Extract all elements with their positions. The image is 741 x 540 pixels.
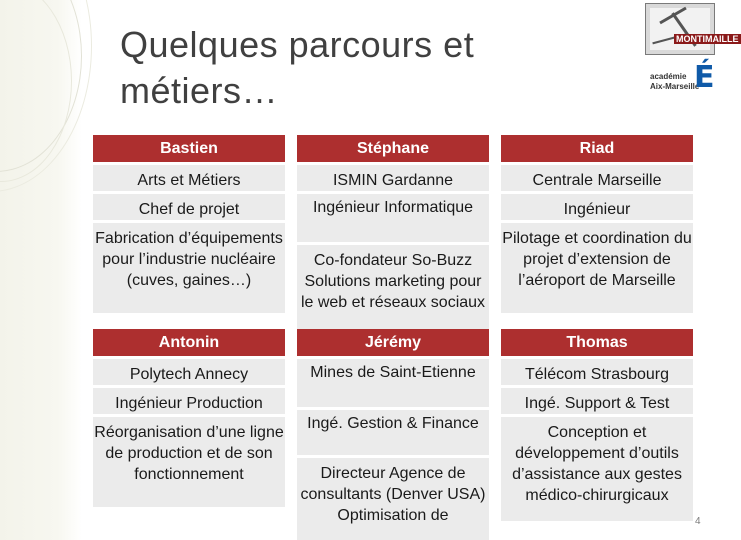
profile-name: Bastien bbox=[93, 135, 285, 162]
logo-word: MONTIMAILLE bbox=[676, 34, 739, 44]
profile-description: Réorganisation d’une ligne de production et de son fonctionnement bbox=[93, 417, 285, 507]
montimaille-logo bbox=[645, 3, 739, 55]
academie-logo bbox=[648, 58, 718, 98]
profile-school: Mines de Saint-Etienne bbox=[297, 359, 489, 407]
profile-name: Stéphane bbox=[297, 135, 489, 162]
profile-school: Centrale Marseille bbox=[501, 165, 693, 191]
decorative-left-band bbox=[0, 0, 82, 540]
profile-description: Pilotage et coordination du projet d’extension de l’aéroport de Marseille bbox=[501, 223, 693, 313]
profile-name: Thomas bbox=[501, 329, 693, 356]
page-number: 4 bbox=[695, 516, 701, 527]
profile-description: Directeur Agence de consultants (Denver USA) Optimisation de bbox=[297, 458, 489, 540]
profile-school: Polytech Annecy bbox=[93, 359, 285, 385]
profile-job: Ingénieur Informatique bbox=[297, 194, 489, 242]
academie-line1: académie bbox=[650, 72, 687, 81]
profile-job: Ingé. Support & Test bbox=[501, 388, 693, 414]
profile-job: Ingénieur Production bbox=[93, 388, 285, 414]
profile-description: Conception et développement d’outils d’assistance aux gestes médico-chirurgicaux bbox=[501, 417, 693, 521]
decorative-arc bbox=[0, 0, 72, 182]
profile-school: ISMIN Gardanne bbox=[297, 165, 489, 191]
profile-job: Ingé. Gestion & Finance bbox=[297, 410, 489, 455]
profile-description: Fabrication d’équipements pour l’industrie nucléaire (cuves, gaines…) bbox=[93, 223, 285, 313]
academie-line2: Aix-Marseille bbox=[650, 82, 700, 91]
profile-description: Co-fondateur So-Buzz Solutions marketing pour le web et réseaux sociaux bbox=[297, 245, 489, 329]
profile-name: Antonin bbox=[93, 329, 285, 356]
academie-letter: É bbox=[694, 60, 715, 95]
profile-name: Jérémy bbox=[297, 329, 489, 356]
profile-name: Riad bbox=[501, 135, 693, 162]
slide-title: Quelques parcours et métiers… bbox=[120, 24, 475, 111]
profile-school: Arts et Métiers bbox=[93, 165, 285, 191]
profile-job: Ingénieur bbox=[501, 194, 693, 220]
profile-school: Télécom Strasbourg bbox=[501, 359, 693, 385]
profile-job: Chef de projet bbox=[93, 194, 285, 220]
